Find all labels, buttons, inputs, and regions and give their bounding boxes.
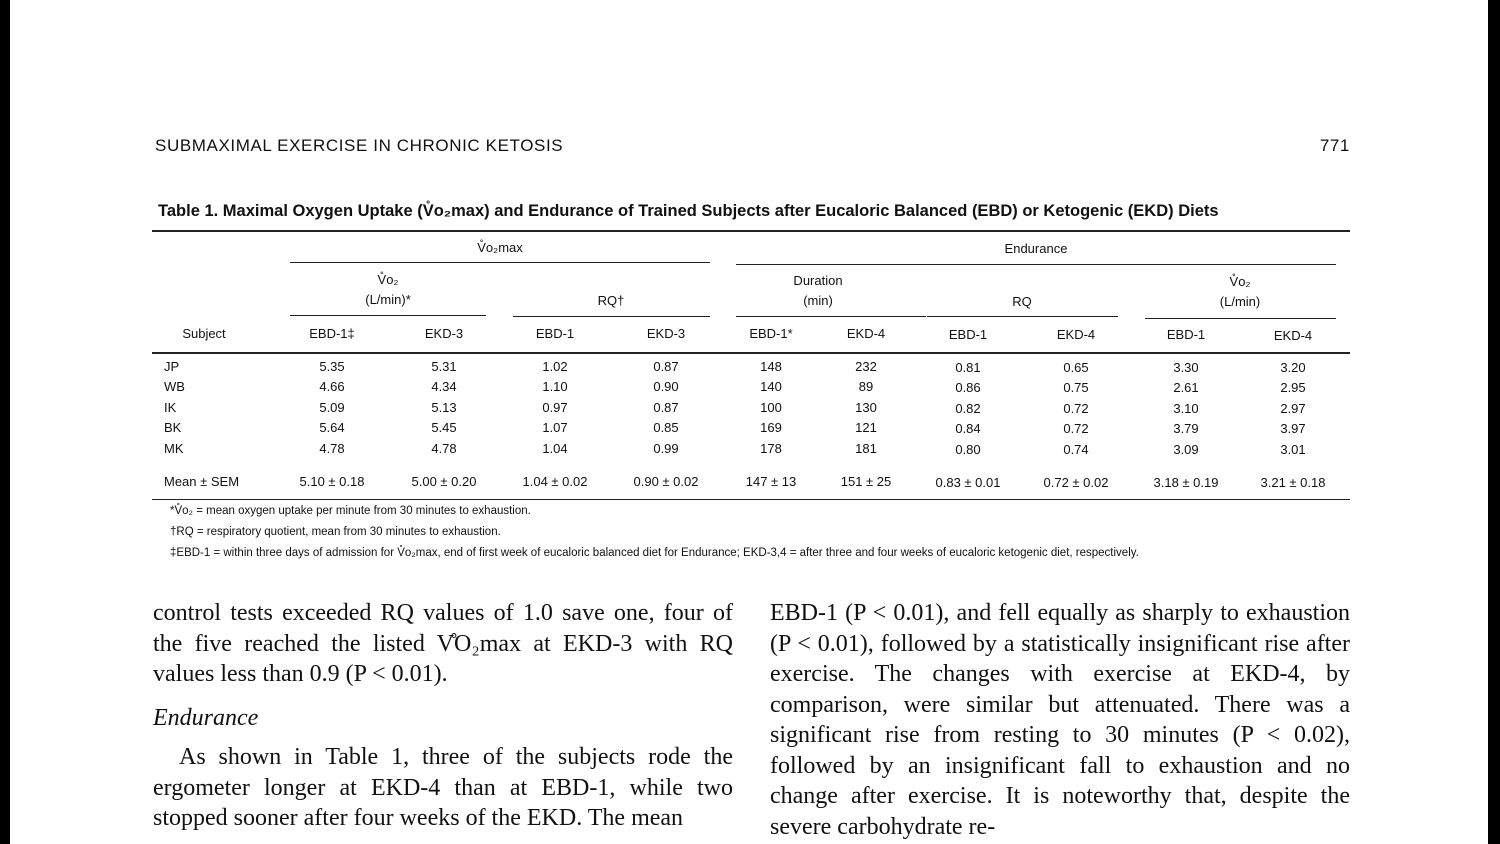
table-title: Table 1. Maximal Oxygen Uptake (V̊o₂max) and Endurance of Trained Subjects after Eucaloric Balanced (EBD) or Ketogenic (EKD) Diets	[158, 202, 1219, 220]
subgroup-duration-line2: (min)	[803, 293, 833, 308]
table-cell: 4.78	[319, 441, 345, 456]
table-cell: 4.66	[319, 379, 345, 394]
subgroup-vo2-line2: (L/min)*	[365, 292, 411, 307]
row-subject: MK	[164, 441, 184, 456]
table-cell: 121	[855, 420, 877, 435]
table-cell: 3.10	[1173, 401, 1199, 416]
table-cell: 1.07	[542, 420, 568, 435]
body-column-left	[153, 598, 733, 834]
table-bottom-rule	[152, 499, 1350, 500]
table-cell: 5.64	[319, 420, 345, 435]
table-cell: 0.84	[955, 421, 981, 436]
table-cell: 232	[855, 359, 877, 374]
group-vo2max: V̊o₂max	[477, 240, 523, 255]
footnote-ebd: ‡EBD-1 = within three days of admission for V̊o₂max, end of first week of eucaloric balanced diet for Endurance; EKD-3,4 = after three and four weeks of eucaloric ketogenic diet, respectively.	[170, 547, 1139, 559]
table-cell: 0.99	[653, 441, 679, 456]
document-page	[10, 0, 1488, 844]
table-cell: 5.09	[319, 400, 345, 415]
table-cell: 4.78	[431, 441, 457, 456]
header-col9: EBD-1	[1166, 327, 1206, 342]
table-cell: 0.80	[955, 442, 981, 457]
table-cell: 5.35	[319, 359, 345, 374]
table-cell: 5.31	[431, 359, 457, 374]
row-subject: JP	[164, 359, 180, 374]
table-cell: 89	[858, 379, 874, 394]
table-cell: 0.97	[542, 400, 568, 415]
table-top-rule	[152, 230, 1350, 232]
table-cell: 3.20	[1280, 360, 1306, 375]
table-cell: 0.72	[1063, 401, 1089, 416]
header-col8: EKD-4	[1056, 327, 1096, 342]
table-cell: 3.79	[1173, 421, 1199, 436]
left-paragraph-2: As shown in Table 1, three of the subjects rode the ergometer longer at EKD-4 than at EBD-1, while two stopped sooner after four weeks of the EKD. The mean	[153, 744, 733, 831]
subgroup-vo2-line1: V̊o₂	[377, 272, 399, 287]
mean-label: Mean ± SEM	[164, 474, 240, 489]
table-cell: 0.85	[653, 420, 679, 435]
row-subject: WB	[164, 379, 185, 394]
table-cell: 4.34	[431, 379, 457, 394]
rq-subgroup-rule	[513, 316, 710, 317]
running-head	[155, 136, 1350, 156]
mean-cell: 3.18 ± 0.19	[1153, 475, 1219, 490]
mean-cell: 1.04 ± 0.02	[522, 474, 588, 489]
table-cell: 0.87	[653, 400, 679, 415]
table-cell: 3.30	[1173, 360, 1199, 375]
table-cell: 2.61	[1173, 380, 1199, 395]
table-cell: 0.75	[1063, 380, 1089, 395]
vo2-endurance-subgroup-rule	[1145, 318, 1336, 319]
header-col1: EBD-1‡	[309, 326, 355, 341]
table-cell: 0.90	[653, 379, 679, 394]
duration-subgroup-rule	[736, 316, 926, 317]
running-head-title: SUBMAXIMAL EXERCISE IN CHRONIC KETOSIS	[155, 136, 564, 155]
vo2max-group-rule	[290, 262, 710, 263]
header-col5: EBD-1*	[749, 326, 793, 341]
table-cell: 0.72	[1063, 421, 1089, 436]
body-column-right	[770, 598, 1350, 842]
header-col2: EKD-3	[424, 326, 464, 341]
footnote-vo2: *V̊o₂ = mean oxygen uptake per minute from 30 minutes to exhaustion.	[170, 505, 531, 517]
mean-cell: 147 ± 13	[745, 474, 797, 489]
subgroup-rq-dagger: RQ†	[597, 293, 625, 308]
table-cell: 3.01	[1280, 442, 1306, 457]
table-cell: 3.97	[1280, 421, 1306, 436]
table-cell: 0.65	[1063, 360, 1089, 375]
table-cell: 5.45	[431, 420, 457, 435]
table-cell: 3.09	[1173, 442, 1199, 457]
right-paragraph-1: EBD-1 (P < 0.01), and fell equally as sharply to exhaustion (P < 0.01), followed by a statistically insignificant rise after exercise. The changes with exercise at EKD-4, by comparison, were similar but attenuated. There was a significant rise from resting to 30 minutes (P < 0.02), followed by an insignificant fall to exhaustion and no change after exercise. It is noteworthy that, despite the severe carbohydrate re-	[770, 600, 1350, 840]
vo2-subgroup-rule	[290, 315, 486, 316]
table-cell: 169	[760, 420, 782, 435]
header-col7: EBD-1	[948, 327, 988, 342]
mean-cell: 0.72 ± 0.02	[1043, 475, 1109, 490]
table-cell: 2.95	[1280, 380, 1306, 395]
table-cell: 181	[855, 441, 877, 456]
footnote-rq: †RQ = respiratory quotient, mean from 30 minutes to exhaustion.	[170, 526, 501, 538]
row-subject: IK	[164, 400, 177, 415]
endurance-group-rule	[736, 264, 1336, 265]
mean-cell: 0.83 ± 0.01	[935, 475, 1001, 490]
subgroup-vo2b-line1: V̊o₂	[1229, 274, 1251, 289]
header-col4: EKD-3	[646, 326, 686, 341]
table-cell: 1.04	[542, 441, 568, 456]
table-cell: 100	[760, 400, 782, 415]
header-col3: EBD-1	[535, 326, 575, 341]
mean-cell: 0.90 ± 0.02	[633, 474, 699, 489]
subgroup-duration-line1: Duration	[793, 273, 843, 288]
left-paragraph-1: control tests exceeded RQ values of 1.0 save one, four of the five reached the listed V̊O₂max at EKD-3 with RQ values less than 0.9 (P < 0.01).	[153, 600, 733, 687]
table-cell: 0.86	[955, 380, 981, 395]
table-cell: 0.87	[653, 359, 679, 374]
table-cell: 0.81	[955, 360, 981, 375]
table-cell: 5.13	[431, 400, 457, 415]
header-col10: EKD-4	[1273, 328, 1313, 343]
mean-cell: 5.10 ± 0.18	[299, 474, 365, 489]
header-col6: EKD-4	[846, 326, 886, 341]
group-endurance: Endurance	[1004, 241, 1068, 256]
header-subject: Subject	[182, 326, 226, 341]
rq-endurance-subgroup-rule	[927, 316, 1118, 317]
subgroup-rq: RQ	[1012, 294, 1032, 309]
table-cell: 140	[760, 379, 782, 394]
section-heading-endurance: Endurance	[153, 704, 259, 731]
mean-cell: 3.21 ± 0.18	[1260, 475, 1326, 490]
mean-cell: 5.00 ± 0.20	[411, 474, 477, 489]
page-number: 771	[1319, 136, 1350, 155]
mean-cell: 151 ± 25	[840, 474, 892, 489]
table-cell: 0.82	[955, 401, 981, 416]
table-cell: 0.74	[1063, 442, 1089, 457]
table-cell: 1.10	[542, 379, 568, 394]
table-cell: 178	[760, 441, 782, 456]
table-cell: 2.97	[1280, 401, 1306, 416]
row-subject: BK	[164, 420, 182, 435]
table-cell: 130	[855, 400, 877, 415]
subgroup-vo2b-line2: (L/min)	[1219, 294, 1261, 309]
table-cell: 148	[760, 359, 782, 374]
header-bottom-rule	[152, 352, 1350, 354]
table-cell: 1.02	[542, 359, 568, 374]
